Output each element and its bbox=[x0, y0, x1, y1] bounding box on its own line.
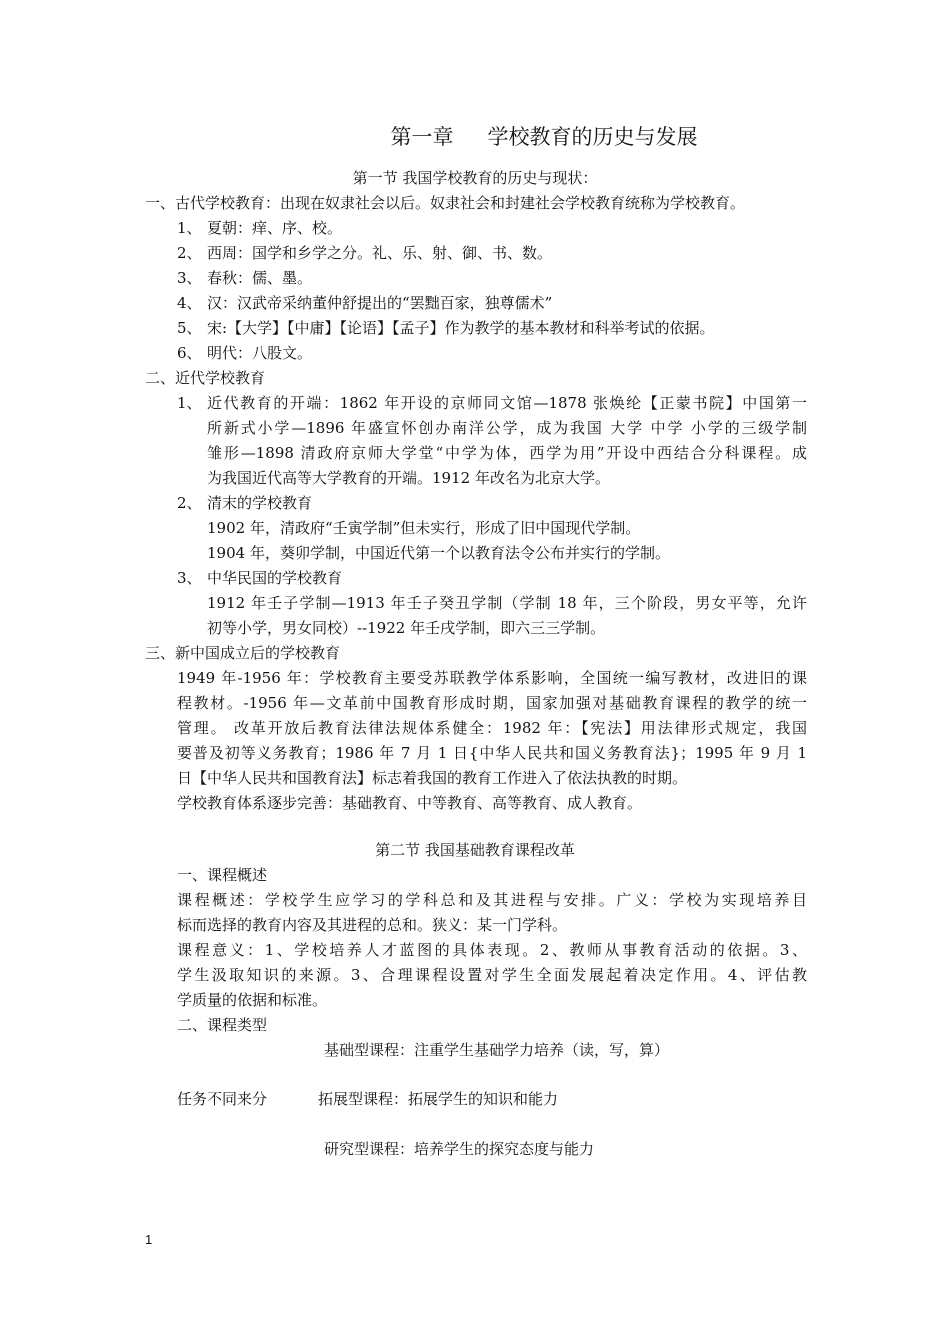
list-number: 2、 bbox=[177, 244, 202, 262]
paragraph-line: 为我国近代高等大学教育的开端。1912 年改名为北京大学。 bbox=[207, 469, 610, 487]
list-number: 2、 bbox=[177, 494, 202, 512]
list-number: 6、 bbox=[177, 344, 202, 362]
extended-course: 拓展型课程：拓展学生的知识和能力 bbox=[318, 1090, 559, 1108]
section-2-title: 第二节 我国基础教育课程改革 bbox=[375, 841, 575, 859]
paragraph-line: 学生汲取知识的来源。3、合理课程设置对学生全面发展起着决定作用。4、评估教 bbox=[177, 966, 807, 984]
list-item: 汉：汉武帝采纳董仲舒提出的“罢黜百家，独尊儒术” bbox=[207, 294, 553, 312]
list-number: 5、 bbox=[177, 319, 202, 337]
paragraph-line: 程教材。-1956 年—文革前中国教育形成时期，国家加强对基础教育课程的教学的统一 bbox=[177, 694, 807, 712]
paragraph-line: 课程概述：学校学生应学习的学科总和及其进程与安排。广义：学校为实现培养目 bbox=[177, 891, 807, 909]
list-number: 3、 bbox=[177, 269, 202, 287]
part-3-heading: 三、新中国成立后的学校教育 bbox=[145, 644, 341, 662]
paragraph-line: 标而选择的教育内容及其进程的总和。狭义：某一门学科。 bbox=[177, 916, 568, 934]
section-1-title: 第一节 我国学校教育的历史与现状： bbox=[352, 169, 598, 187]
paragraph-line: 学质量的依据和标准。 bbox=[177, 991, 328, 1009]
paragraph-line: 学校教育体系逐步完善：基础教育、中等教育、高等教育、成人教育。 bbox=[177, 794, 643, 812]
chapter-title bbox=[0, 123, 950, 151]
list-number: 4、 bbox=[177, 294, 202, 312]
list-item: 明代：八股文。 bbox=[207, 344, 313, 362]
list-item: 西周：国学和乡学之分。礼、乐、射、御、书、数。 bbox=[207, 244, 553, 262]
paragraph-line: 日【中华人民共和国教育法】标志着我国的教育工作进入了依法执教的时期。 bbox=[177, 769, 688, 787]
chapter-name: 学校教育的历史与发展 bbox=[487, 125, 698, 149]
paragraph-line: 1902 年，清政府“壬寅学制”但未实行，形成了旧中国现代学制。 bbox=[207, 519, 641, 537]
list-number: 1、 bbox=[177, 219, 202, 237]
research-course: 研究型课程：培养学生的探究态度与能力 bbox=[324, 1140, 595, 1158]
paragraph-line: 1949 年-1956 年：学校教育主要受苏联教学体系影响，全国统一编写教材，改进旧的课 bbox=[177, 669, 807, 687]
list-item: 宋:【大学】【中庸】【论语】【孟子】作为教学的基本教材和科举考试的依据。 bbox=[207, 319, 715, 337]
paragraph-line: 初等小学，男女同校）--1922 年壬戌学制，即六三三学制。 bbox=[207, 619, 606, 637]
list-item: 夏朝：痒、序、校。 bbox=[207, 219, 343, 237]
list-number: 1、 bbox=[177, 394, 202, 412]
paragraph-line: 管理。 改革开放后教育法律法规体系健全：1982 年：【宪法】用法律形式规定，我国 bbox=[177, 719, 807, 737]
paragraph-line: 课程意义：1、学校培养人才蓝图的具体表现。2、教师从事教育活动的依据。3、 bbox=[177, 941, 807, 959]
paragraph-line: 雏形—1898 清政府京师大学堂“中学为体，西学为用”开设中西结合分科课程。成 bbox=[207, 444, 807, 462]
page-number: 1 bbox=[145, 1232, 153, 1247]
course-types-heading: 二、课程类型 bbox=[177, 1016, 268, 1034]
part-2-heading: 二、近代学校教育 bbox=[145, 369, 266, 387]
list-number: 3、 bbox=[177, 569, 202, 587]
paragraph-line: 所新式小学—1896 年盛宣怀创办南洋公学，成为我国 大学 中学 小学的三级学制 bbox=[207, 419, 807, 437]
course-overview-heading: 一、课程概述 bbox=[177, 866, 268, 884]
paragraph-line: 1904 年，葵卯学制，中国近代第一个以教育法令公布并实行的学制。 bbox=[207, 544, 670, 562]
list-item-title: 中华民国的学校教育 bbox=[207, 569, 343, 587]
paragraph-line: 近代教育的开端：1862 年开设的京师同文馆—1878 张焕纶【正蒙书院】中国第一 bbox=[207, 394, 807, 412]
part-1-heading: 一、古代学校教育：出现在奴隶社会以后。奴隶社会和封建社会学校教育统称为学校教育。 bbox=[145, 194, 746, 212]
paragraph-line: 要普及初等义务教育；1986 年 7 月 1 日{中华人民共和国义务教育法}；1995 年 9 月 1 bbox=[177, 744, 807, 762]
chapter-label: 第一章 bbox=[390, 125, 454, 149]
list-item: 春秋：儒、墨。 bbox=[207, 269, 313, 287]
paragraph-line: 1912 年壬子学制—1913 年壬子癸丑学制（学制 18 年，三个阶段，男女平等，允许 bbox=[207, 594, 807, 612]
by-task-label: 任务不同来分 bbox=[177, 1090, 268, 1108]
basic-course: 基础型课程：注重学生基础学力培养（读，写，算） bbox=[324, 1041, 670, 1059]
list-item-title: 清末的学校教育 bbox=[207, 494, 313, 512]
